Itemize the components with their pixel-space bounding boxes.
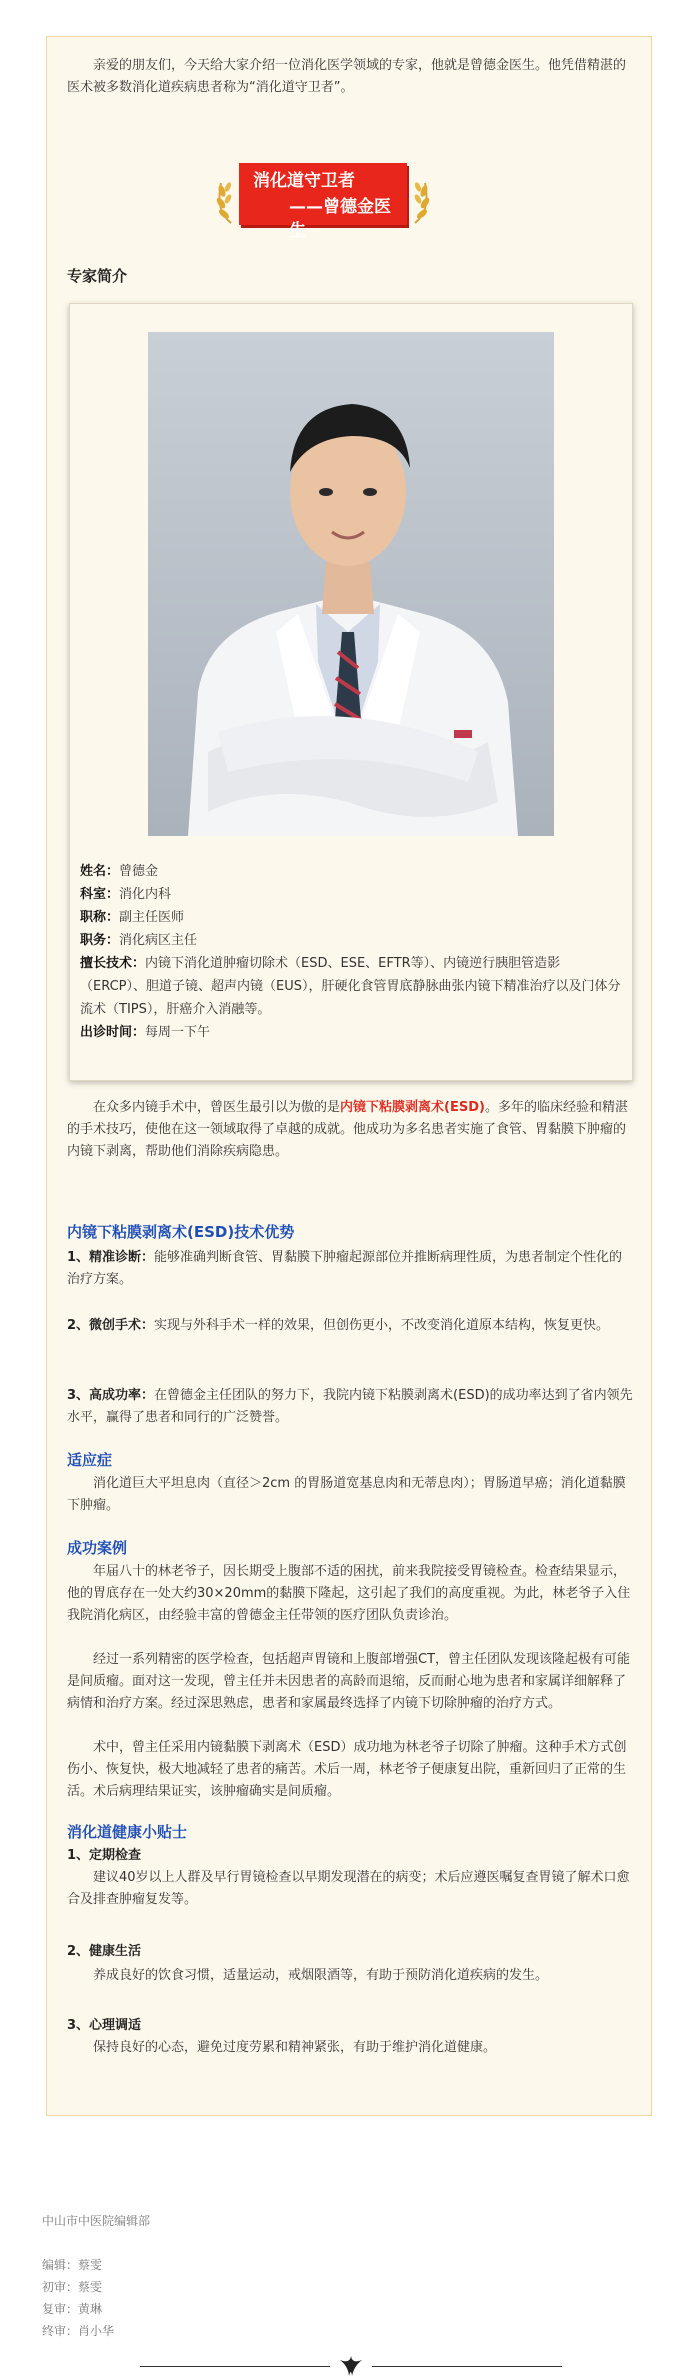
advantage-item: 1、精准诊断：能够准确判断食管、胃黏膜下肿瘤起源部位并推断病理性质，为患者制定个性化的治疗方案。 <box>67 1250 623 1287</box>
laurel-left-icon <box>215 177 237 225</box>
footer-editor: 编辑：蔡雯 <box>42 2258 103 2272</box>
article-card <box>46 36 652 2116</box>
advantage-item: 3、高成功率：在曾德金主任团队的努力下，我院内镜下粘膜剥离术(ESD)的成功率达到了省内领先水平，赢得了患者和同行的广泛赞誉。 <box>67 1388 633 1425</box>
case-paragraph: 经过一系列精密的医学检查，包括超声胃镜和上腹部增强CT，曾主任团队发现该隆起极有可能是间质瘤。面对这一发现，曾主任并未因患者的高龄而退缩，反而耐心地为患者和家属详细解释了病情和治疗方案。经过深思熟虑，患者和家属最终选择了内镜下切除肿瘤的治疗方式。 <box>67 1652 631 1711</box>
esd-paragraph: 在众多内镜手术中，曾医生最引以为傲的是内镜下粘膜剥离术(ESD)。多年的临床经验和精湛的手术技巧，使他在这一领域取得了卓越的成就。他成功为多名患者实施了食管、胃黏膜下肿瘤的内镜下剥离，帮助他们消除疾病隐患。 <box>67 1100 628 1159</box>
profile-clinic-time: 出诊时间：每周一下午 <box>80 1025 211 1040</box>
swallow-ornament-icon <box>338 2352 364 2378</box>
esd-highlight: 内镜下粘膜剥离术(ESD) <box>340 1100 485 1115</box>
case-paragraph: 年届八十的林老爷子，因长期受上腹部不适的困扰，前来我院接受胃镜检查。检查结果显示，他的胃底存在一处大约30×20mm的黏膜下隆起，这引起了我们的高度重视。为此，林老爷子入住我院消化病区，由经验丰富的曾德金主任带领的医疗团队负责诊治。 <box>67 1564 631 1623</box>
title-banner <box>215 155 431 241</box>
footer-org: 中山市中医院编辑部 <box>42 2214 151 2228</box>
tip-text: 保持良好的心态，避免过度劳累和精神紧张，有助于维护消化道健康。 <box>93 2040 497 2055</box>
profile-department: 科室：消化内科 <box>80 887 172 902</box>
tip-label: 2、健康生活 <box>67 1944 142 1959</box>
laurel-right-icon <box>409 177 431 225</box>
case-paragraph: 术中，曾主任采用内镜黏膜下剥离术（ESD）成功地为林老爷子切除了肿瘤。这种手术方式创伤小、恢复快，极大地减轻了患者的痛苦。术后一周，林老爷子便康复出院，重新回归了正常的生活。术后病理结果证实，该肿瘤确实是间质瘤。 <box>67 1740 627 1799</box>
tip-text: 养成良好的饮食习惯，适量运动，戒烟限酒等，有助于预防消化道疾病的发生。 <box>93 1968 549 1983</box>
banner-line1: 消化道守卫者 <box>253 171 355 191</box>
tip-label: 3、心理调适 <box>67 2018 142 2033</box>
divider-left <box>140 2366 330 2367</box>
advantage-item: 2、微创手术：实现与外科手术一样的效果，但创伤更小，不改变消化道原本结构，恢复更快。 <box>67 1318 610 1333</box>
profile-info <box>80 860 622 1044</box>
tip-text: 建议40岁以上人群及早行胃镜检查以早期发现潜在的病变；术后应遵医嘱复查胃镜了解术口愈合及排查肿瘤复发等。 <box>67 1870 630 1907</box>
profile-name: 姓名：曾德金 <box>80 864 159 879</box>
tip-label: 1、定期检查 <box>67 1848 142 1863</box>
divider-right <box>372 2366 562 2367</box>
profile-specialty: 擅长技术：内镜下消化道肿瘤切除术（ESD、ESE、EFTR等）、内镜逆行胰胆管造影（ERCP）、胆道子镜、超声内镜（EUS），肝硬化食管胃底静脉曲张内镜下精准治疗以及门体分流术（TIPS），肝癌介入消融等。 <box>80 956 621 1017</box>
tips-heading: 消化道健康小贴士 <box>67 1823 188 1841</box>
banner-red-box <box>239 163 407 241</box>
case-heading: 成功案例 <box>67 1539 128 1557</box>
banner-line2: ——曾德金医生 <box>289 197 391 241</box>
footer-second-review: 复审：黄琳 <box>42 2302 103 2316</box>
advantages-heading: 内镜下粘膜剥离术(ESD)技术优势 <box>67 1223 295 1241</box>
profile-position: 职务：消化病区主任 <box>80 933 198 948</box>
indications-text: 消化道巨大平坦息肉（直径＞2cm 的胃肠道宽基息肉和无蒂息肉）；胃肠道早癌；消化道黏膜下肿瘤。 <box>67 1476 626 1513</box>
footer-first-review: 初审：蔡雯 <box>42 2280 103 2294</box>
profile-title: 职称：副主任医师 <box>80 910 185 925</box>
profile-heading: 专家简介 <box>67 267 128 285</box>
footer-final-review: 终审：肖小华 <box>42 2324 115 2338</box>
doctor-photo <box>148 332 554 836</box>
indications-heading: 适应症 <box>67 1451 113 1469</box>
intro-paragraph: 亲爱的朋友们，今天给大家介绍一位消化医学领域的专家，他就是曾德金医生。他凭借精湛的医术被多数消化道疾病患者称为“消化道守卫者”。 <box>67 58 627 95</box>
profile-card <box>69 303 633 1081</box>
